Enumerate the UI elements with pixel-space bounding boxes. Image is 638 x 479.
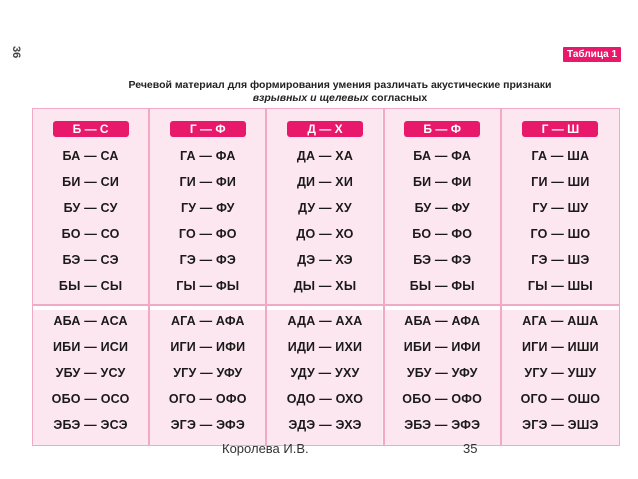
syllable-triple: ОГО — ОШО (520, 392, 601, 406)
table-subtitle (60, 92, 620, 104)
syllable-pair: БИ — СИ (62, 175, 119, 189)
column-header: Б — С (53, 121, 129, 137)
syllable-pair: ГА — ША (531, 149, 590, 163)
syllable-triple: ЭГЭ — ЭШЭ (522, 418, 599, 432)
syllable-pair: БУ — СУ (63, 201, 118, 215)
syllable-triple: АБА — АСА (53, 314, 128, 328)
syllable-triple: ОБО — ОФО (402, 392, 483, 406)
syllable-pair: ГИ — ШИ (531, 175, 590, 189)
syllable-triple: УГУ — УШУ (524, 366, 597, 380)
syllable-pair: ДЫ — ХЫ (293, 279, 357, 293)
syllable-pair: ГО — ШО (530, 227, 591, 241)
syllable-pair: ГО — ФО (178, 227, 237, 241)
column-header: Г — Ф (170, 121, 246, 137)
syllable-pair: ГЭ — ФЭ (179, 253, 236, 267)
syllable-pair: БЫ — ФЫ (409, 279, 475, 293)
syllable-pair: ГЭ — ШЭ (531, 253, 590, 267)
syllable-pair: ГЫ — ШЫ (527, 279, 593, 293)
syllable-pair: ДУ — ХУ (298, 201, 352, 215)
table-column (33, 109, 150, 445)
syllable-triple: ИБИ — ИСИ (52, 340, 129, 354)
syllable-triple: ЭДЭ — ЭХЭ (288, 418, 362, 432)
syllable-pair: БА — ФА (413, 149, 472, 163)
syllable-pair: БЫ — СЫ (58, 279, 123, 293)
syllable-pair: ДИ — ХИ (296, 175, 354, 189)
syllable-triple: АГА — АФА (170, 314, 245, 328)
footer-author: Королева И.В. (222, 441, 309, 456)
syllable-pair: ДЭ — ХЭ (297, 253, 353, 267)
syllable-triple: ЭГЭ — ЭФЭ (170, 418, 245, 432)
syllable-triple: АБА — АФА (404, 314, 481, 328)
syllable-triple: ОБО — ОСО (51, 392, 130, 406)
syllable-triple: ЭБЭ — ЭФЭ (404, 418, 481, 432)
column-header: Б — Ф (404, 121, 480, 137)
syllable-triple: ИБИ — ИФИ (403, 340, 481, 354)
syllable-pair: БО — ФО (412, 227, 473, 241)
syllable-triple: ОДО — ОХО (286, 392, 364, 406)
table-column (502, 109, 619, 445)
syllable-pair: ДА — ХА (296, 149, 354, 163)
syllable-pair: БЭ — ФЭ (413, 253, 472, 267)
syllable-triple: ИГИ — ИФИ (170, 340, 246, 354)
syllable-pair: ГЫ — ФЫ (176, 279, 240, 293)
syllable-table (32, 108, 620, 446)
syllable-triple: УБУ — УСУ (55, 366, 126, 380)
syllable-pair: БИ — ФИ (412, 175, 472, 189)
syllable-pair: ДО — ХО (296, 227, 354, 241)
syllable-pair: ГА — ФА (180, 149, 236, 163)
table-title: Речевой материал для формирования умения различать акустические признаки (128, 79, 552, 91)
syllable-pair: ГУ — ФУ (180, 201, 235, 215)
syllable-triple: УДУ — УХУ (290, 366, 360, 380)
page-number: 36 (10, 46, 22, 59)
syllable-pair: БА — СА (62, 149, 119, 163)
syllable-pair: БО — СО (61, 227, 120, 241)
syllable-triple: ИГИ — ИШИ (521, 340, 599, 354)
syllable-triple: УГУ — УФУ (173, 366, 243, 380)
syllable-triple: ЭБЭ — ЭСЭ (53, 418, 128, 432)
subtitle-rest: согласных (371, 92, 428, 104)
syllable-triple: ИДИ — ИХИ (287, 340, 363, 354)
table-label-badge: Таблица 1 (563, 47, 621, 62)
subtitle-italic: взрывных и щелевых (252, 92, 369, 104)
syllable-pair: ГИ — ФИ (179, 175, 237, 189)
syllable-pair: ГУ — ШУ (532, 201, 589, 215)
table-column (267, 109, 384, 445)
table-column (150, 109, 267, 445)
syllable-triple: АГА — АША (522, 314, 599, 328)
syllable-pair: БЭ — СЭ (62, 253, 119, 267)
syllable-pair: БУ — ФУ (414, 201, 470, 215)
syllable-triple: УБУ — УФУ (406, 366, 478, 380)
slide-number: 35 (463, 441, 478, 456)
syllable-triple: ОГО — ОФО (168, 392, 247, 406)
syllable-triple: АДА — АХА (287, 314, 363, 328)
table-column (385, 109, 502, 445)
column-header: Д — Х (287, 121, 363, 137)
column-header: Г — Ш (522, 121, 598, 137)
